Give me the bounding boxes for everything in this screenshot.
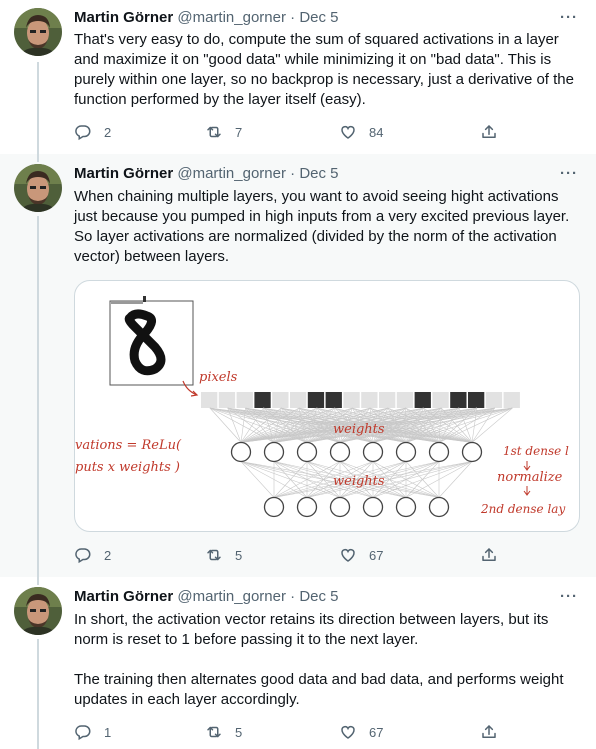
like-icon [339,546,357,564]
label-weights-1: weights [333,422,385,437]
label-weights-2: weights [333,474,385,489]
label-pixels: pixels [199,370,238,385]
neuron [430,498,449,517]
label-activations: vations = ReLu( [75,438,182,453]
tweet-text [74,30,584,110]
neuron [298,498,317,517]
reply-button[interactable] [74,722,111,742]
retweet-button[interactable] [205,545,242,565]
reply-count: 2 [104,124,112,140]
pixel-cell [361,392,377,408]
tweet-date[interactable]: Dec 5 [299,588,339,605]
tweet-header [74,587,339,607]
pixel-cell [272,392,288,408]
neuron [298,443,317,462]
thread-line [37,577,39,585]
dense-layer-2 [265,498,449,517]
share-button[interactable] [480,545,498,565]
reply-button[interactable] [74,122,111,142]
label-inputs-weights: puts x weights ) [75,460,180,475]
reply-count: 1 [104,724,112,740]
attached-image[interactable] [74,280,580,532]
tweet-3[interactable] [0,577,596,749]
neuron [463,443,482,462]
tweet-header [74,164,339,184]
like-button[interactable] [339,722,383,742]
pixel-cell [450,392,466,408]
avatar[interactable] [14,164,62,212]
share-button[interactable] [480,122,498,142]
retweet-count: 7 [235,124,243,140]
like-count: 84 [369,124,384,140]
pixel-cell [486,392,502,408]
retweet-button[interactable] [205,122,242,142]
retweet-button[interactable] [205,722,242,742]
tweet-date[interactable]: Dec 5 [299,165,339,182]
neuron [364,443,383,462]
reply-icon [74,723,92,741]
separator: · [290,9,296,26]
neuron [232,443,251,462]
neuron [430,443,449,462]
pixel-cell [397,392,413,408]
pixel-cell [237,392,253,408]
retweet-icon [205,123,223,141]
normalize-arrow-1 [524,461,530,470]
tweet-paragraph: The training then alternates good data and bad data, and performs weight updates in each layer accordingly. [74,671,564,708]
pixel-cell [343,392,359,408]
author-handle[interactable]: @martin_gorner [177,165,286,182]
thread-line [37,62,39,154]
author-handle[interactable]: @martin_gorner [177,588,286,605]
tweet-paragraph: In short, the activation vector retains its direction between layers, but its norm is reset to 1 before passing it to the next layer. [74,611,549,648]
action-bar [74,722,514,742]
tweet-1[interactable] [0,0,596,154]
label-dense-1: 1st dense l [503,444,569,458]
share-button[interactable] [480,722,498,742]
like-button[interactable] [339,545,383,565]
neuron [265,443,284,462]
pixel-cell [326,392,342,408]
reply-icon [74,123,92,141]
label-dense-2: 2nd dense lay [481,502,566,516]
pixel-marker [143,296,146,302]
tweet-text [74,187,584,267]
neuron [364,498,383,517]
neuron [265,498,284,517]
neuron [397,443,416,462]
pixel-cell [219,392,235,408]
share-icon [480,123,498,141]
retweet-icon [205,546,223,564]
reply-count: 2 [104,547,112,563]
retweet-count: 5 [235,547,243,563]
neuron [331,443,350,462]
thread-line [37,154,39,162]
tweet-text [74,610,584,710]
pixel-strip [111,301,143,304]
dense-layer-1 [232,443,482,462]
separator: · [290,165,296,182]
like-icon [339,723,357,741]
reply-icon [74,546,92,564]
pixel-cell [290,392,306,408]
tweet-header [74,8,339,28]
neuron [397,498,416,517]
tweet-paragraph: That's very easy to do, compute the sum of squared activations in a layer and maximize it on "good data" while minimizing it on "bad data". This is purely within one layer, so no backprop is necessary, just a derivative of the function performed by the layer itself (easy). [74,31,574,108]
separator: · [290,588,296,605]
more-icon[interactable]: ··· [560,165,578,182]
action-bar [74,122,514,142]
avatar[interactable] [14,587,62,635]
tweet-paragraph: When chaining multiple layers, you want to avoid seeing hight activations just because you pumped in high inputs from a very excited previous layer. So layer activations are normalized (divided by the norm of the activation vector) between layers. [74,188,570,265]
retweet-icon [205,723,223,741]
neuron [331,498,350,517]
retweet-count: 5 [235,724,243,740]
tweet-date[interactable]: Dec 5 [299,9,339,26]
pixel-cell [201,392,217,408]
share-icon [480,723,498,741]
thread-line [37,639,39,749]
more-icon[interactable]: ··· [560,9,578,26]
pixel-cell [379,392,395,408]
author-handle[interactable]: @martin_gorner [177,9,286,26]
reply-button[interactable] [74,545,111,565]
avatar[interactable] [14,8,62,56]
author-name[interactable]: Martin Görner [74,588,174,605]
action-bar [74,545,514,565]
pixel-cell [504,392,520,408]
author-name[interactable]: Martin Görner [74,165,174,182]
like-icon [339,123,357,141]
author-name[interactable]: Martin Görner [74,9,174,26]
pixel-cell [254,392,270,408]
label-normalize: normalize [497,470,563,485]
share-icon [480,546,498,564]
like-button[interactable] [339,122,383,142]
neural-network-diagram [75,281,580,532]
thread-line [37,216,39,577]
normalize-arrow-2 [524,486,530,495]
pixel-cell [468,392,484,408]
like-count: 67 [369,724,384,740]
pixel-cell [415,392,431,408]
pixel-cell [432,392,448,408]
pixel-cell [308,392,324,408]
like-count: 67 [369,547,384,563]
tweet-2[interactable] [0,154,596,577]
input-pixel-row [201,392,520,408]
more-icon[interactable]: ··· [560,588,578,605]
